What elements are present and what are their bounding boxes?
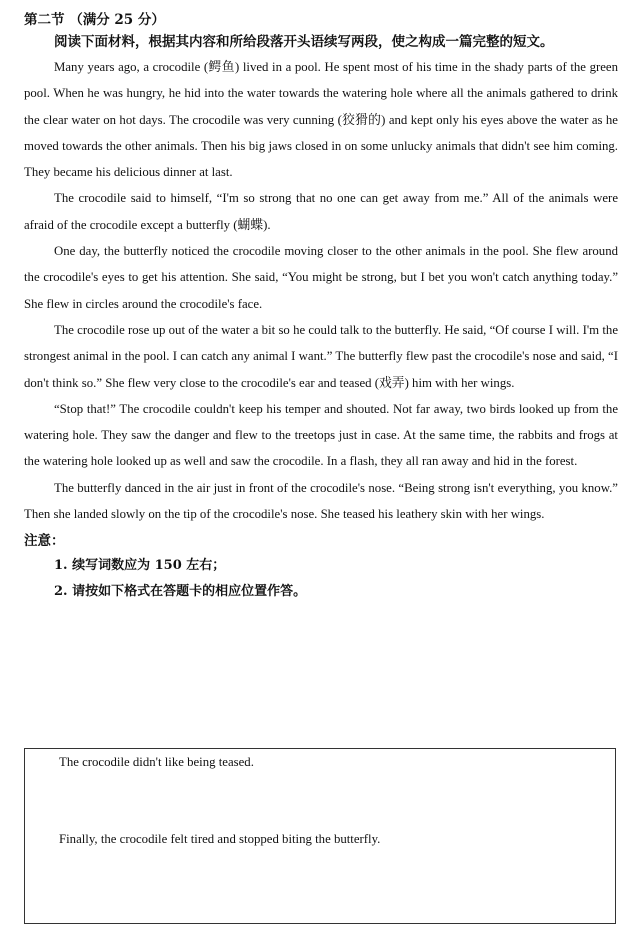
second-paragraph-opening: Finally, the crocodile felt tired and stopped biting the butterfly. [59,832,381,846]
passage-paragraph-4: The crocodile rose up out of the water a bit so he could talk to the butterfly. He said, “Of course I will. I'm the strongest animal in the pool. I can catch any animal I want.” The butterfly flew past the crocodile's nose and said, “I don't think so.” She flew very close to the crocodile's ear and teased (戏弄) him with her wings. [24,322,618,390]
passage-paragraph-3: One day, the butterfly noticed the crocodile moving closer to the other animals in the pool. She flew around the crocodile's eyes to get his attention. She said, “You might be strong, but I bet you won't catch anything today.” She flew in circles around the crocodile's face. [24,244,618,311]
note-item-format: 2. 请按如下格式在答题卡的相应位置作答。 [54,584,307,600]
answer-box[interactable] [24,748,616,924]
story-passage [24,54,618,527]
passage-paragraph-5: “Stop that!” The crocodile couldn't keep his temper and shouted. Not far away, two birds looked up from the watering hole. They saw the danger and flew to the treetops just in case. At the same time, the rabbits and frogs at the watering hole looked up as well and saw the crocodile. In a flash, they all ran away and hid in the forest. [24,401,618,469]
passage-paragraph-6: The butterfly danced in the air just in front of the crocodile's nose. “Being strong isn't everything, you know.” Then she landed slowly on the tip of the crocodile's nose. She teased his leathery skin with her wings. [24,480,618,522]
note-item-word-count: 1. 续写词数应为 150 左右； [54,558,226,574]
section-instruction: 阅读下面材料，根据其内容和所给段落开头语续写两段，使之构成一篇完整的短文。 [54,34,554,50]
passage-paragraph-1: Many years ago, a crocodile (鳄鱼) lived in a pool. He spent most of his time in the shady parts of the green pool. When he was hungry, he hid into the water towards the watering hole where all the animals gathered to drink the clear water on hot days. The crocodile was very cunning (狡猾的) and kept only his eyes above the water as he moved towards the other animals. Then his big jaws closed in on some unlucky animals that didn't see him coming. They became his delicious dinner at last. [24,60,618,180]
passage-paragraph-2: The crocodile said to himself, “I'm so strong that no one can get away from me.” All of the animals were afraid of the crocodile except a butterfly (蝴蝶). [24,191,618,232]
section-title: 第二节 （满分 25 分） [24,12,165,28]
notes-heading: 注意： [24,533,65,550]
first-paragraph-opening: The crocodile didn't like being teased. [59,755,254,769]
